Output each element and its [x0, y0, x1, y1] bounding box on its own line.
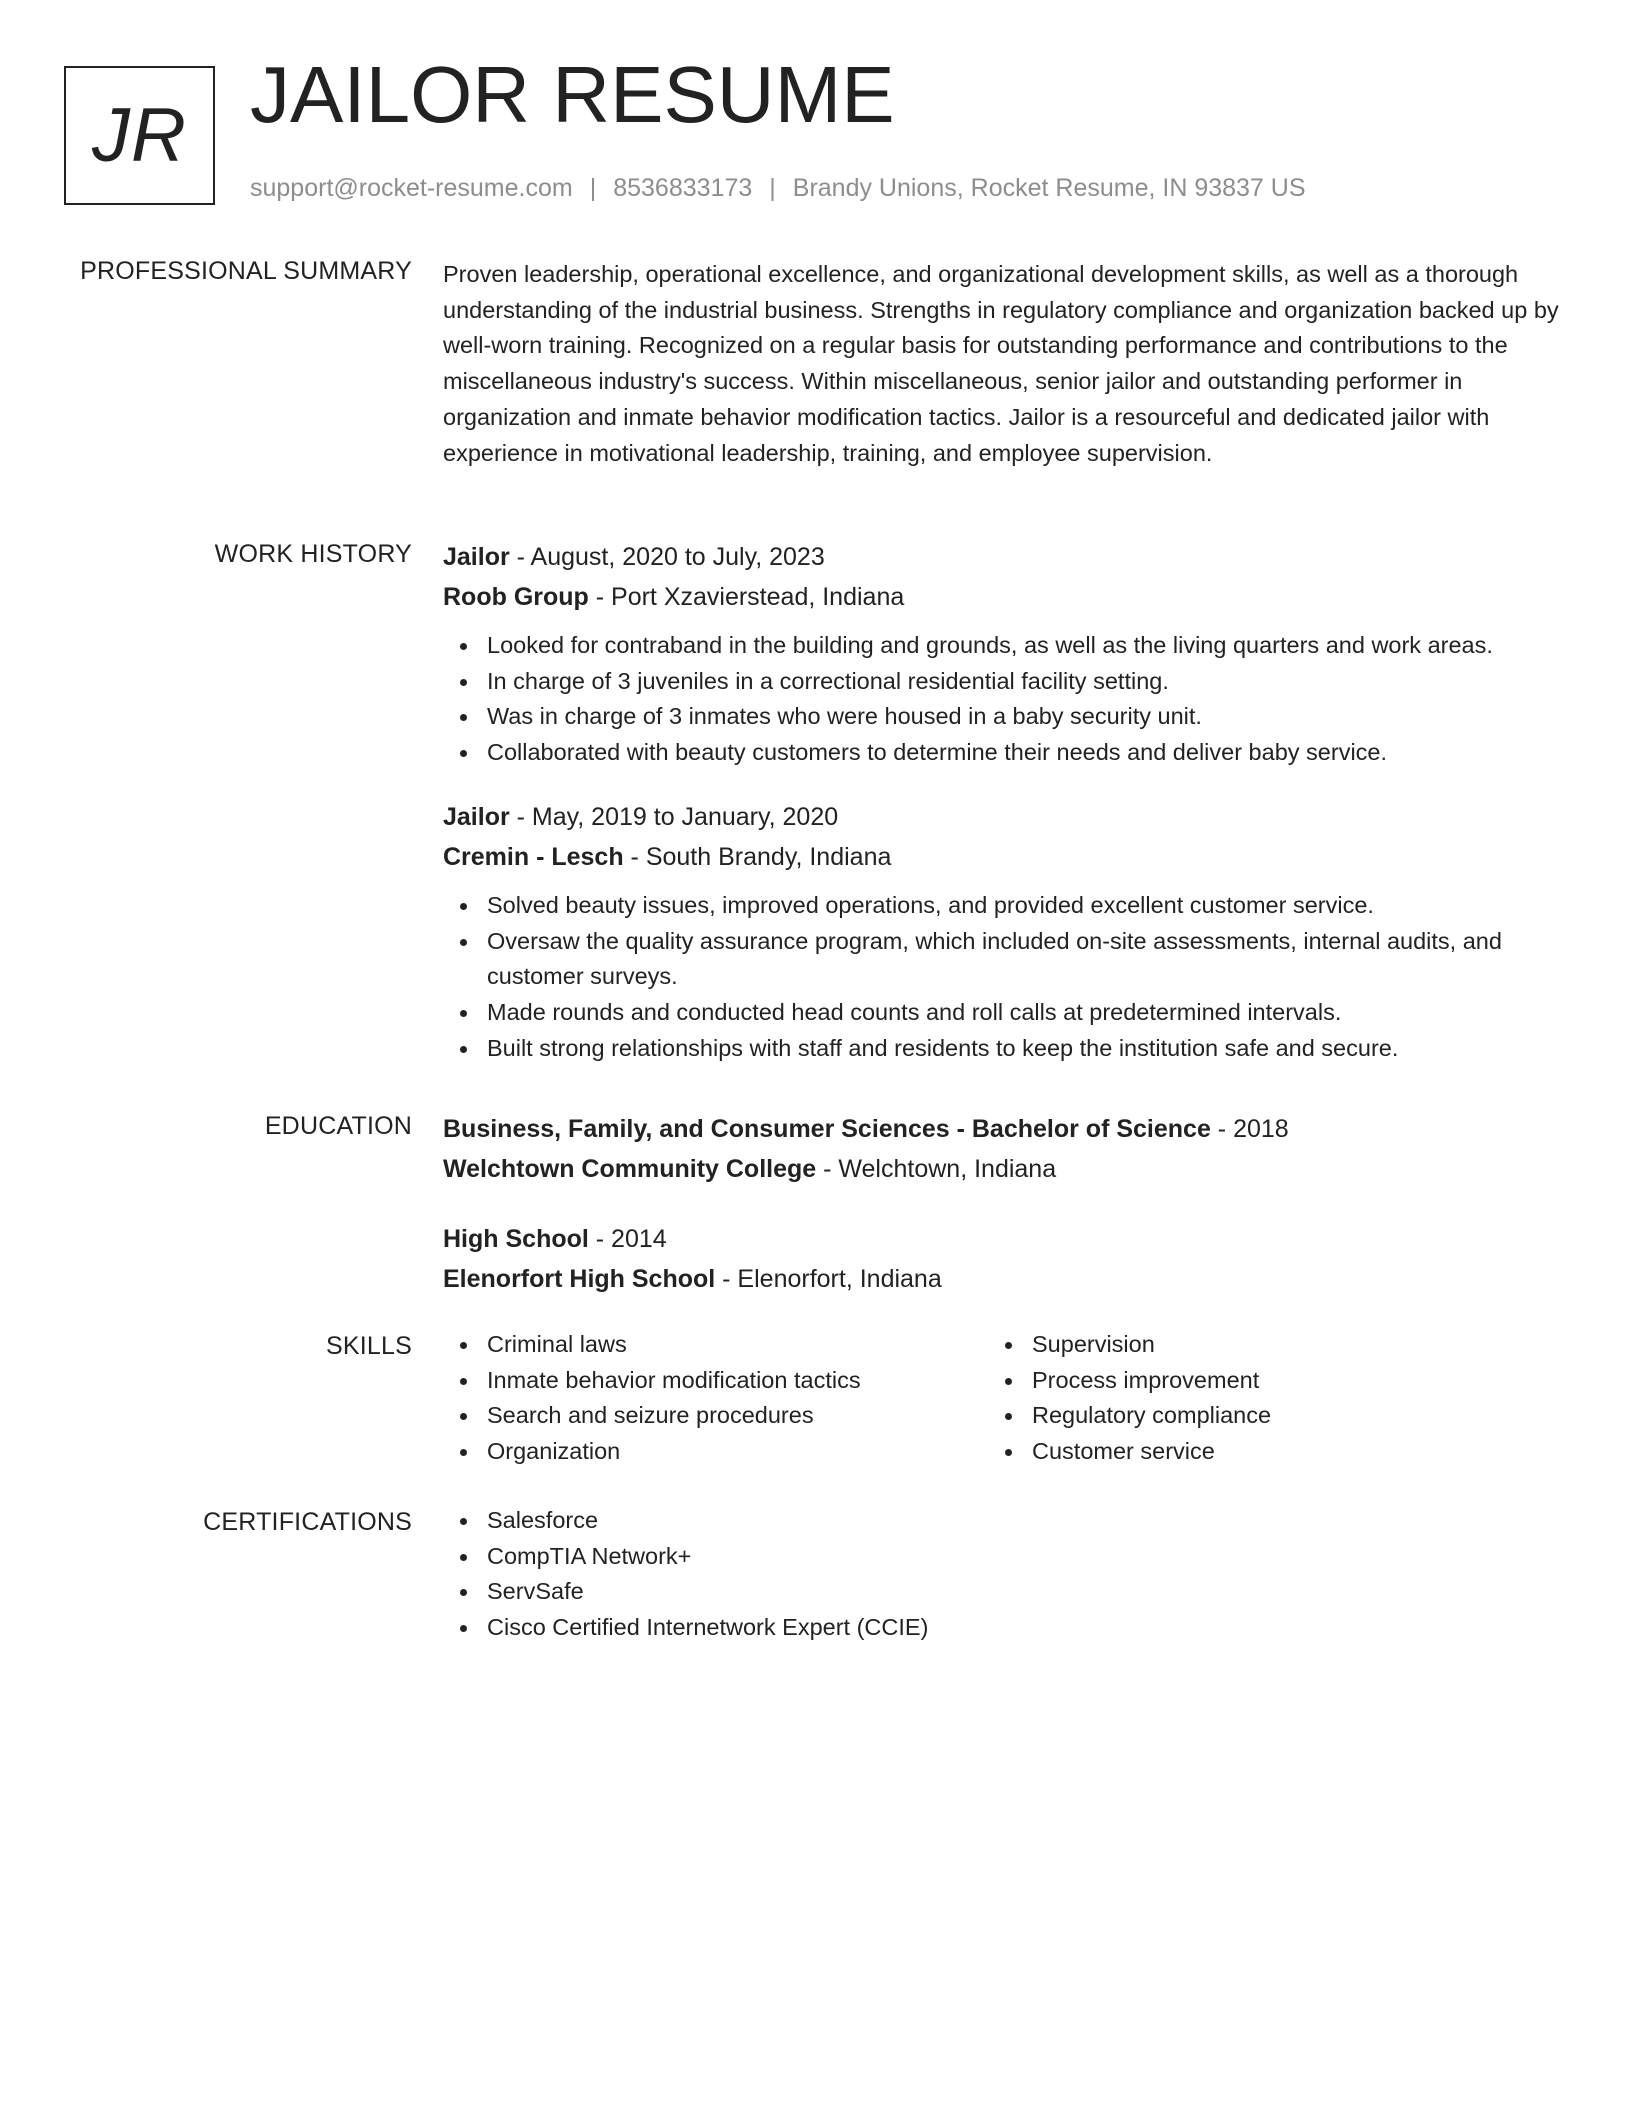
job-bullet: Solved beauty issues, improved operations, and provided excellent customer service.	[443, 888, 1563, 924]
job-dates: - August, 2020 to July, 2023	[509, 543, 825, 571]
job-entry	[443, 797, 1563, 1067]
job-bullet: Collaborated with beauty customers to determine their needs and deliver baby service.	[443, 735, 1563, 771]
job-dates: - May, 2019 to January, 2020	[509, 802, 839, 831]
address: Brandy Unions, Rocket Resume, IN 93837 US	[792, 174, 1306, 202]
job-company: Cremin - Lesch	[443, 842, 624, 871]
skill-item: Inmate behavior modification tactics	[443, 1363, 988, 1399]
school-line	[443, 1149, 1563, 1189]
job-bullet: Built strong relationships with staff and residents to keep the institution safe and secure.	[443, 1031, 1563, 1067]
job-location: - Port Xzavierstead, Indiana	[588, 583, 905, 611]
skill-item: Process improvement	[988, 1363, 1533, 1399]
job-title-line	[443, 537, 1563, 577]
section-label-skills: SKILLS	[326, 1332, 412, 1360]
job-bullet: Made rounds and conducted head counts and roll calls at predetermined intervals.	[443, 995, 1563, 1031]
contact-line	[250, 174, 1306, 203]
education-entry	[443, 1109, 1563, 1189]
resume-name: JAILOR RESUME	[250, 50, 895, 139]
job-bullet: Oversaw the quality assurance program, which included on-site assessments, internal audits, and customer surveys.	[443, 924, 1563, 995]
certification-item: CompTIA Network+	[443, 1539, 1563, 1575]
job-title: Jailor	[443, 543, 510, 571]
skill-item: Criminal laws	[443, 1327, 988, 1363]
phone[interactable]: 8536833173	[613, 174, 753, 202]
contact-separator: |	[769, 174, 776, 202]
certification-item: ServSafe	[443, 1574, 1563, 1610]
degree: Business, Family, and Consumer Sciences - Bachelor of Science	[443, 1115, 1211, 1143]
contact-separator: |	[589, 174, 597, 202]
job-company-line	[443, 577, 1563, 617]
summary-section	[443, 257, 1563, 471]
skills-section	[443, 1327, 1563, 1470]
skill-item: Organization	[443, 1434, 988, 1470]
section-label-work: WORK HISTORY	[214, 540, 412, 568]
job-bullet: Looked for contraband in the building and grounds, as well as the living quarters and work areas.	[443, 628, 1563, 664]
education-entry	[443, 1219, 1563, 1299]
certification-item: Salesforce	[443, 1503, 1563, 1539]
skill-item: Regulatory compliance	[988, 1398, 1533, 1434]
school: Elenorfort High School	[443, 1265, 716, 1293]
degree-year: - 2018	[1210, 1115, 1289, 1143]
summary-text: Proven leadership, operational excellence, and organizational development skills, as well as a thorough understanding of the industrial business. Strengths in regulatory compliance and organization backed up by well-worn training. Recognized on a regular basis for outstanding performance and contributions to the miscellaneous industry's success. Within miscellaneous, senior jailor and outstanding performer in organization and inmate behavior modification tactics. Jailor is a resourceful and dedicated jailor with experience in motivational leadership, training, and employee supervision.	[443, 261, 1559, 466]
skill-item: Customer service	[988, 1434, 1533, 1470]
degree: High School	[443, 1225, 589, 1253]
certifications-section	[443, 1503, 1563, 1646]
certifications-list	[443, 1503, 1563, 1646]
job-bullets	[443, 628, 1563, 771]
job-title-line	[443, 797, 1563, 837]
degree-line	[443, 1219, 1563, 1259]
degree-year: - 2014	[588, 1225, 667, 1253]
email[interactable]: support@rocket-resume.com	[250, 174, 573, 202]
school-line	[443, 1259, 1563, 1299]
skills-list-right	[988, 1327, 1533, 1470]
skill-item: Search and seizure procedures	[443, 1398, 988, 1434]
skill-item: Supervision	[988, 1327, 1533, 1363]
skills-list-left	[443, 1327, 988, 1470]
job-location: - South Brandy, Indiana	[623, 842, 892, 871]
school-location: - Elenorfort, Indiana	[715, 1265, 942, 1293]
section-label-education: EDUCATION	[264, 1112, 412, 1140]
school: Welchtown Community College	[443, 1155, 817, 1183]
education-section	[443, 1109, 1563, 1299]
certification-item: Cisco Certified Internetwork Expert (CCIE)	[443, 1610, 1563, 1646]
work-section	[443, 537, 1563, 1066]
job-bullets	[443, 888, 1563, 1067]
monogram-badge: JR	[64, 66, 215, 205]
job-company: Roob Group	[443, 583, 589, 611]
job-company-line	[443, 837, 1563, 877]
section-label-summary: PROFESSIONAL SUMMARY	[80, 257, 412, 285]
job-title: Jailor	[443, 802, 510, 831]
job-bullet: In charge of 3 juveniles in a correctional residential facility setting.	[443, 664, 1563, 700]
job-entry	[443, 537, 1563, 771]
degree-line	[443, 1109, 1563, 1149]
section-label-certifications: CERTIFICATIONS	[203, 1508, 412, 1536]
school-location: - Welchtown, Indiana	[816, 1155, 1057, 1183]
job-bullet: Was in charge of 3 inmates who were housed in a baby security unit.	[443, 699, 1563, 735]
